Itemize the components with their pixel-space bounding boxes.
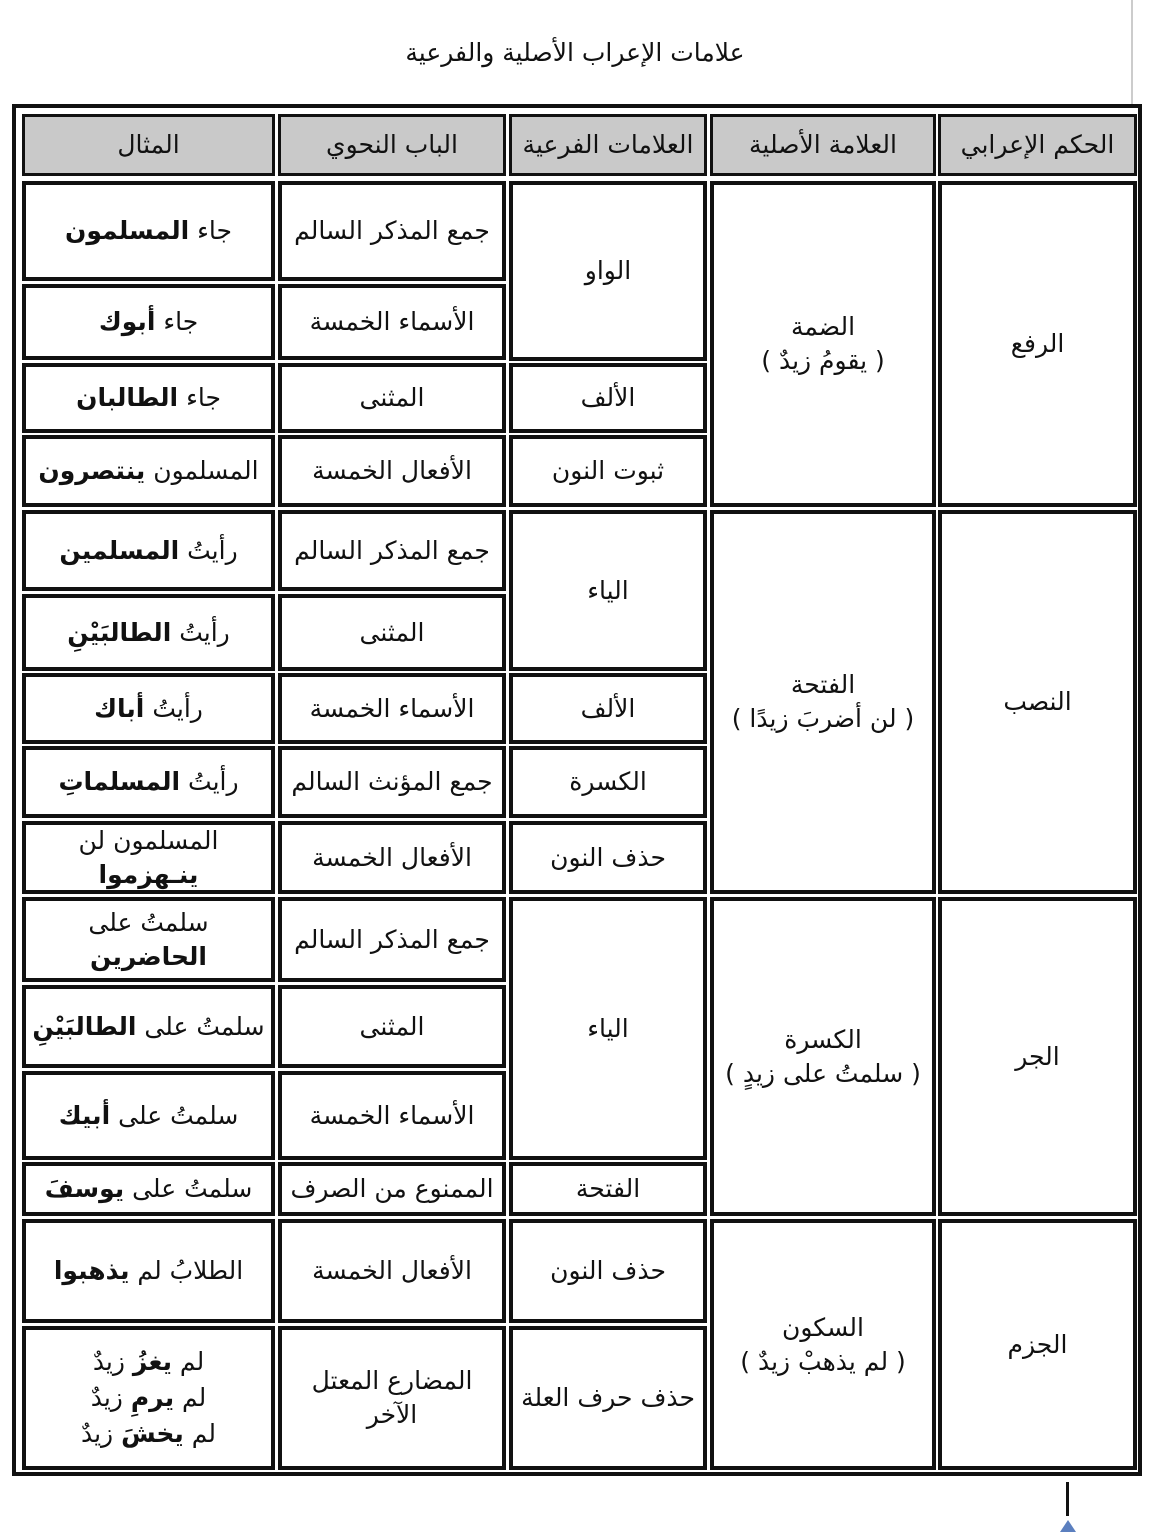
page-title: علامات الإعراب الأصلية والفرعية [405,38,745,67]
bab-jazm-1: الأفعال الخمسة [278,1219,506,1323]
bab-nasb-3: الأسماء الخمسة [278,673,506,744]
bab-jarr-1: جمع المذكر السالم [278,897,506,982]
asliya-jazm-example: ( لم يذهبْ زيدٌ ) [740,1346,906,1376]
fariya-jarr-ya: الياء [509,897,707,1160]
bab-raf-4: الأفعال الخمسة [278,435,506,507]
header-mithal: المثال [22,114,275,176]
fariya-nasb-alif: الألف [509,673,707,744]
asliya-raf [710,181,936,507]
fariya-raf-alif: الألف [509,363,707,433]
example-raf-1: جاء المسلمون [22,181,275,281]
bab-nasb-2: المثنى [278,594,506,671]
header-hukm: الحكم الإعرابي [938,114,1137,176]
example-jarr-2: سلمتُ على الطالبَيْنِ [22,985,275,1068]
bab-nasb-5: الأفعال الخمسة [278,821,506,894]
example-nasb-3: رأيتُ أباك [22,673,275,744]
fariya-nasb-hadhf-nun: حذف النون [509,821,707,894]
bab-raf-2: الأسماء الخمسة [278,284,506,360]
fariya-raf-waw: الواو [509,181,707,361]
example-nasb-4: رأيتُ المسلماتِ [22,746,275,818]
hukm-jazm: الجزم [938,1219,1137,1470]
bab-raf-3: المثنى [278,363,506,433]
example-jarr-1: سلمتُ على الحاضرين [22,897,275,982]
asliya-jazm-name: السكون [782,1312,864,1342]
asliya-nasb-name: الفتحة [790,670,856,700]
fariya-jarr-fatha: الفتحة [509,1162,707,1216]
bab-jazm-2: المضارع المعتل الآخر [278,1326,506,1470]
bab-nasb-1: جمع المذكر السالم [278,510,506,591]
asliya-nasb-example: ( لن أضربَ زيدًا ) [731,704,915,733]
example-jazm-1: الطلابُ لم يذهبوا [22,1219,275,1323]
fariya-jazm-hadhf-nun: حذف النون [509,1219,707,1323]
example-raf-4: المسلمون ينتصرون [22,435,275,507]
bab-jarr-3: الأسماء الخمسة [278,1071,506,1160]
example-nasb-2: رأيتُ الطالبَيْنِ [22,594,275,671]
text-cursor [1066,1482,1069,1516]
fariya-nasb-kasra: الكسرة [509,746,707,818]
asliya-raf-name: الضمة [790,312,856,342]
selection-handle-icon[interactable] [1060,1520,1076,1532]
bab-raf-1: جمع المذكر السالم [278,181,506,281]
bab-nasb-4: جمع المؤنث السالم [278,746,506,818]
example-jarr-3: سلمتُ على أبيك [22,1071,275,1160]
header-bab: الباب النحوي [278,114,506,176]
bab-jarr-2: المثنى [278,985,506,1068]
example-raf-2: جاء أبوك [22,284,275,360]
irab-table [12,104,1142,1476]
hukm-nasb: النصب [938,510,1137,894]
asliya-jazm [710,1219,936,1470]
example-raf-3: جاء الطالبان [22,363,275,433]
header-asliya: العلامة الأصلية [710,114,936,176]
asliya-jarr-example: ( سلمتُ على زيدٍ ) [725,1058,921,1088]
example-nasb-1: رأيتُ المسلمين [22,510,275,591]
hukm-jarr: الجر [938,897,1137,1216]
fariya-jazm-hadhf-illa: حذف حرف العلة [509,1326,707,1470]
asliya-nasb [710,510,936,894]
example-jarr-4: سلمتُ على يوسفَ [22,1162,275,1216]
example-nasb-5: المسلمون لن ينـهزموا [22,821,275,894]
asliya-jarr [710,897,936,1216]
fariya-raf-nun: ثبوت النون [509,435,707,507]
header-fariya: العلامات الفرعية [509,114,707,176]
example-jazm-2: لم يغزُ زيدٌ لم يرمِ زيدٌ لم يخشَ زيدٌ [22,1326,275,1470]
bab-jarr-4: الممنوع من الصرف [278,1162,506,1216]
asliya-jarr-name: الكسرة [784,1024,862,1054]
fariya-nasb-ya: الياء [509,510,707,671]
asliya-raf-example: ( يقومُ زيدٌ ) [761,346,885,375]
hukm-raf: الرفع [938,181,1137,507]
